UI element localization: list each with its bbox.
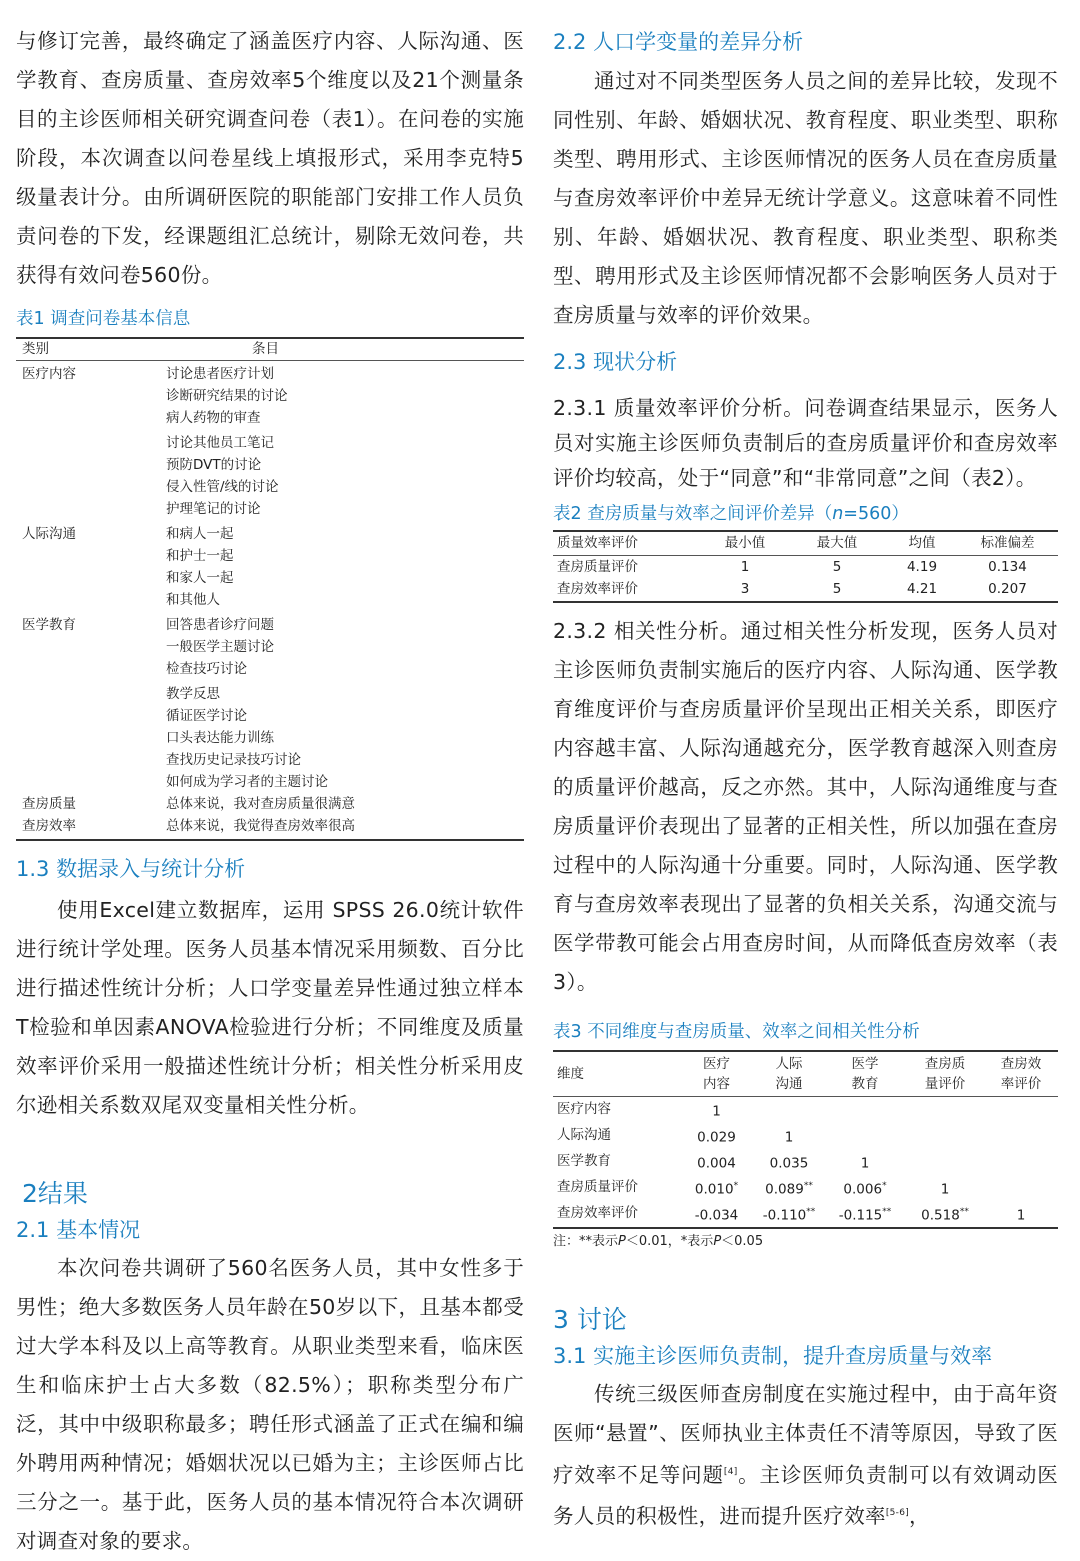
table3-row-label: 查房质量评价 — [557, 1179, 638, 1196]
table1-group — [16, 363, 524, 520]
table1-item: 口头表达能力训练 — [166, 730, 274, 746]
table1-group — [16, 611, 524, 793]
table3-cell — [906, 1096, 984, 1123]
table1-category: 人际沟通 — [22, 526, 76, 542]
table2-cell: 4.21 — [906, 581, 938, 597]
table3-cell: 1 — [784, 1129, 794, 1145]
table3-row-label: 查房效率评价 — [557, 1205, 638, 1222]
table3-cell: -0.110** — [762, 1206, 816, 1223]
table-row — [553, 1096, 1058, 1123]
table1-item: 和病人一起 — [166, 526, 234, 542]
paragraph-demographic: 通过对不同类型医务人员之间的差异比较，发现不同性别、年龄、婚姻状况、教育程度、职业类型、职称类型、聘用形式、主诊医师情况的医务人员在查房质量与查房效率评价中差异无统计学意义。这意味着不同性别、年龄、婚姻状况、教育程度、职业类型、职称类型、聘用形式及主诊医师情况都不会影响医务人员对于查房质量与效率的评价效果。 — [553, 69, 1058, 327]
table2-header: 最大值 — [816, 535, 858, 551]
table-row — [553, 1175, 1058, 1201]
citation: [4] — [723, 1466, 738, 1477]
table1-item: 总体来说，我对查房质量很满意 — [166, 796, 355, 812]
table3-header: 医疗 内容 — [703, 1055, 730, 1092]
table3-cell: 0.518** — [921, 1206, 969, 1223]
table1-item: 教学反思 — [166, 686, 220, 702]
table3-row-label: 医疗内容 — [557, 1101, 611, 1118]
table1-group — [16, 520, 524, 611]
table3 — [553, 1050, 1058, 1229]
table2 — [553, 530, 1058, 603]
section-heading-2-3: 2.3 现状分析 — [553, 350, 678, 374]
table1-header-category: 类别 — [22, 341, 49, 357]
table1-item: 和护士一起 — [166, 548, 234, 564]
table1-item: 一般医学主题讨论 — [166, 639, 274, 655]
table3-cell — [984, 1175, 1058, 1201]
section-heading-2: 2结果 — [22, 1179, 88, 1208]
table3-cell: 0.029 — [697, 1129, 736, 1145]
table1-item: 回答患者诊疗问题 — [166, 617, 274, 633]
table1-item: 如何成为学习者的主题讨论 — [166, 774, 328, 790]
table3-cell — [906, 1149, 984, 1175]
table3-header: 查房效 率评价 — [1000, 1055, 1042, 1092]
table2-cell: 5 — [832, 581, 842, 597]
table-row — [553, 555, 1058, 578]
table-row — [553, 578, 1058, 601]
table1-header-item: 条目 — [252, 341, 279, 357]
table3-cell: -0.115** — [838, 1206, 892, 1223]
table1-item: 侵入性管/线的讨论 — [166, 479, 279, 495]
section-heading-3: 3 讨论 — [553, 1304, 627, 1334]
table3-row-label: 医学教育 — [557, 1153, 611, 1170]
table2-cell: 1 — [740, 558, 750, 575]
table1-group — [16, 793, 524, 815]
paragraph-statistics: 使用Excel建立数据库，运用 SPSS 26.0统计软件进行统计学处理。医务人员基本情况采用频数、百分比进行描述性统计分析；人口学变量差异性通过独立样本T检验和单因素ANOVA检验进行分析；不同维度及质量效率评价采用一般描述性统计分析；相关性分析采用皮尔逊相关系数双尾双变量相关性分析。 — [16, 898, 524, 1117]
table2-cell: 0.134 — [988, 558, 1027, 575]
section-heading-3-1: 3.1 实施主诊医师负责制，提升查房质量与效率 — [553, 1343, 993, 1368]
table3-cell: 1 — [1016, 1207, 1026, 1223]
table3-cell: 1 — [712, 1103, 721, 1119]
table3-cell — [984, 1123, 1058, 1149]
paragraph-discussion: 传统三级医师查房制度在实施过程中，由于高年资医师“悬置”、医师执业主体责任不清等原因，导致了医疗效率不足等问题[4]。主诊医师负责制可以有效调动医务人员的积极性，进而提升医疗效率[5-6]， — [553, 1381, 1058, 1529]
table1 — [16, 337, 524, 841]
table1-item: 讨论患者医疗计划 — [166, 366, 274, 382]
table3-cell: -0.034 — [694, 1207, 739, 1223]
citation: [5-6] — [885, 1508, 910, 1519]
table-row — [553, 1123, 1058, 1149]
table3-row-label: 人际沟通 — [557, 1127, 611, 1144]
table3-cell: 0.010* — [694, 1180, 739, 1197]
table3-cell — [984, 1096, 1058, 1123]
table3-cell — [824, 1123, 906, 1149]
table3-header: 人际 沟通 — [775, 1055, 803, 1092]
table3-caption: 表3 不同维度与查房质量、效率之间相关性分析 — [553, 1021, 920, 1042]
table1-item: 预防DVT的讨论 — [166, 457, 262, 473]
table3-note: 注：**表示P＜0.01，*表示P＜0.05 — [553, 1233, 764, 1249]
table3-cell: 0.089** — [765, 1180, 813, 1197]
paragraph-quality-efficiency: 2.3.1 质量效率评价分析。问卷调查结果显示，医务人员对实施主诊医师负责制后的查房质量评价和查房效率评价均较高，处于“同意”和“非常同意”之间（表2）。 — [553, 396, 1058, 490]
right-column — [553, 0, 1058, 1536]
section-heading-2-2: 2.2 人口学变量的差异分析 — [553, 30, 804, 54]
table2-cell: 5 — [832, 558, 842, 575]
table1-item: 循证医学讨论 — [166, 708, 247, 724]
table2-cell: 查房效率评价 — [557, 581, 638, 597]
table3-cell — [754, 1096, 824, 1123]
paragraph-questionnaire-design: 与修订完善，最终确定了涵盖医疗内容、人际沟通、医学教育、查房质量、查房效率5个维度以及21个测量条目的主诊医师相关研究调查问卷（表1）。在问卷的实施阶段，本次调查以问卷星线上填报形式，采用李克特5级量表计分。由所调研医院的职能部门安排工作人员负责问卷的下发，经课题组汇总统计，剔除无效问卷，共获得有效问卷560份。 — [16, 29, 524, 287]
table3-cell — [906, 1123, 984, 1149]
table3-cell — [984, 1149, 1058, 1175]
table2-cell: 3 — [740, 581, 750, 597]
table3-cell: 1 — [860, 1155, 870, 1171]
table1-category: 医学教育 — [22, 617, 76, 633]
table1-item: 护理笔记的讨论 — [166, 501, 261, 517]
table3-header: 查房质 量评价 — [924, 1055, 966, 1092]
table1-caption: 表1 调查问卷基本信息 — [16, 309, 191, 329]
table3-header: 医学 教育 — [851, 1055, 879, 1092]
table2-cell: 0.207 — [988, 581, 1027, 597]
table1-category: 医疗内容 — [22, 366, 76, 382]
table1-item: 和其他人 — [166, 592, 220, 608]
table2-cell: 4.19 — [906, 558, 938, 575]
table1-group — [16, 815, 524, 837]
table1-item: 病人药物的审查 — [166, 410, 261, 426]
table3-cell: 0.035 — [769, 1155, 809, 1171]
table3-cell — [824, 1096, 906, 1123]
table-row — [553, 1201, 1058, 1227]
left-column — [16, 0, 524, 1561]
paragraph-basic-info: 本次问卷共调研了560名医务人员，其中女性多于男性；绝大多数医务人员年龄在50岁以下，且基本都受过大学本科及以上高等教育。从职业类型来看，临床医生和临床护士占大多数（82.5%）；职称类型分布广泛，其中中级职称最多；聘任形式涵盖了正式在编和编外聘用两种情况；婚姻状况以已婚为主；主诊医师占比三分之一。基于此，医务人员的基本情况符合本次调研对调查对象的要求。 — [16, 1256, 524, 1553]
table2-header: 质量效率评价 — [557, 535, 638, 551]
table1-category: 查房效率 — [22, 818, 76, 834]
table3-header-dimension: 维度 — [557, 1065, 584, 1082]
table1-category: 查房质量 — [22, 796, 76, 812]
table-row — [553, 1149, 1058, 1175]
table1-item: 讨论其他员工笔记 — [166, 435, 274, 451]
table2-caption: 表2 查房质量与效率之间评价差异（n=560） — [553, 504, 909, 524]
table1-item: 查找历史记录技巧讨论 — [166, 752, 301, 768]
section-heading-1-3: 1.3 数据录入与统计分析 — [16, 857, 246, 881]
table3-cell: 0.006* — [843, 1180, 887, 1197]
table1-item: 和家人一起 — [166, 570, 234, 586]
table2-header: 最小值 — [724, 535, 766, 551]
table2-header: 标准偏差 — [980, 535, 1035, 551]
table3-cell: 1 — [940, 1181, 950, 1197]
table2-header: 均值 — [908, 535, 936, 551]
table1-item: 检查技巧讨论 — [166, 661, 247, 677]
section-heading-2-1: 2.1 基本情况 — [16, 1218, 141, 1242]
table1-item: 总体来说，我觉得查房效率很高 — [166, 818, 355, 834]
table1-item: 诊断研究结果的讨论 — [166, 388, 288, 404]
table3-cell: 0.004 — [697, 1155, 736, 1171]
table2-cell: 查房质量评价 — [557, 558, 638, 575]
paragraph-correlation: 2.3.2 相关性分析。通过相关性分析发现，医务人员对主诊医师负责制实施后的医疗内容、人际沟通、医学教育维度评价与查房质量评价呈现出正相关关系，即医疗内容越丰富、人际沟通越充分，医学教育越深入则查房的质量评价越高，反之亦然。其中，人际沟通维度与查房质量评价表现出了显著的正相关性，所以加强在查房过程中的人际沟通十分重要。同时，人际沟通、医学教育与查房效率表现出了显著的负相关关系，沟通交流与医学带教可能会占用查房时间，从而降低查房效率（表3）。 — [553, 618, 1058, 994]
